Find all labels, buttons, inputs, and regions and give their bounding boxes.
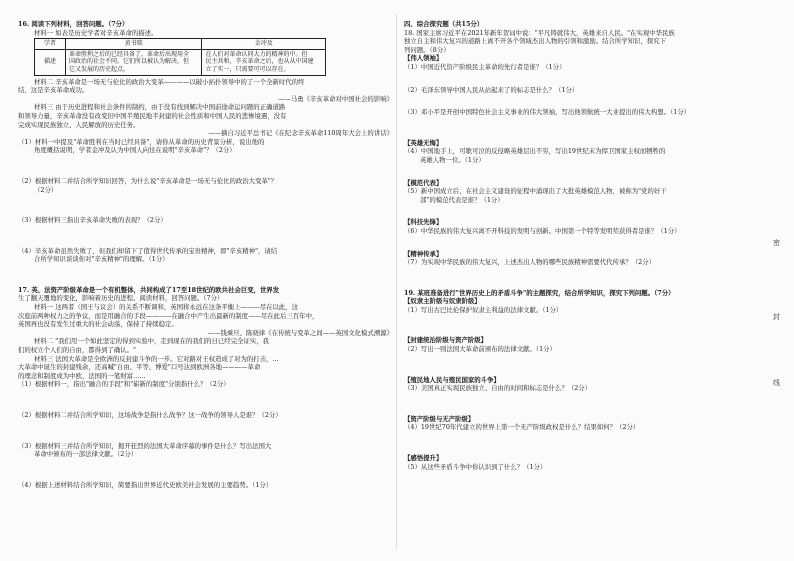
q19-heading-proletariat: 【资产阶级与无产阶级】 bbox=[404, 414, 475, 423]
q16-material-3-cont: 完成实现民族独立、人民解放的历史任务。 bbox=[18, 120, 140, 129]
table-cell-text: 民主共和，辛亥革命之后，也从从中国建 bbox=[205, 58, 314, 66]
q17-material-1-cont: 次庭前两种权力之的争议，而是用融合的手段————在融合中产生出最新的制度——尽在此后三百年中， bbox=[18, 311, 319, 320]
q18-heading-models: 【模范代表】 bbox=[404, 178, 443, 187]
q16-part-2-cont: （2分） bbox=[34, 185, 58, 194]
q19-part-3: （3）美国真正实现民族独立、自由的时间和标志是什么？（2分） bbox=[404, 384, 592, 393]
answer-space[interactable] bbox=[404, 204, 764, 218]
q17-material-2-cont: 们的权立个人们的自由，都得到了确认。" bbox=[18, 346, 136, 355]
answer-space[interactable] bbox=[18, 459, 393, 481]
q17-part-3-cont: 革命中颁布的一部法律文献。（2分） bbox=[34, 450, 138, 459]
q16-scholar-table bbox=[34, 38, 326, 75]
q19-title: 19. 某班准备进行"世界历史上的矛盾斗争"的主题探究，结合所学知识，探究下列问题。（7分） bbox=[404, 288, 675, 297]
q17-title-cont: 生了翻天覆地的变化，影响着历史的进程。阅读材料，回答问题。（7分） bbox=[18, 294, 224, 303]
q16-material-3-source: ——摘自习近平总书记《在纪念辛亥革命110周年大会上的讲话》 bbox=[208, 129, 393, 138]
answer-space[interactable] bbox=[404, 117, 764, 139]
q18-title: 18. 国家主席习近平在2021年新年贺词中说："平凡铸就伟大，英雄来自人民。"在实现中华民族 bbox=[404, 28, 675, 37]
answer-space[interactable] bbox=[404, 267, 764, 289]
q18-title-cont: 独立自主和伟大复兴的道路上离不开各个领域杰出人物的引领和激励。结合所学知识，探究下 bbox=[404, 37, 667, 46]
table-cell-text: 在人们对革命认同大力的精神的中。但 bbox=[205, 50, 308, 58]
q17-material-1-source: ——钱乘旦、陈晓律《在传统与变革之间——英国文化模式溯源》 bbox=[207, 328, 393, 337]
answer-space[interactable] bbox=[404, 236, 764, 250]
q17-material-1: 材料一 这两者（国王与议会）的关系不断调和，英国将永远在这条平衡上———尽在以此，这 bbox=[34, 303, 299, 312]
binding-mark-line: 线 bbox=[773, 379, 780, 387]
q19-part-5: （5）从这些矛盾斗争中你认识到了什么？（1分） bbox=[404, 462, 547, 471]
q18-heading-leaders: 【伟人领袖】 bbox=[404, 54, 443, 63]
q18-part-5: （5）新中国成立后，在社会主义建设的征程中涌现出了大批英雄模范人物，被称为"党的好干 bbox=[404, 187, 667, 196]
q18-part-5-cont: 部"的模范代表是谁？（1分） bbox=[420, 195, 504, 204]
q18-part-2: （2）毛泽东领导中国人民从站起来了的标志是什么？（1分） bbox=[404, 85, 579, 94]
table-cell-jin bbox=[202, 49, 326, 75]
answer-space[interactable] bbox=[404, 165, 764, 179]
q16-material-2-source: ——马勇《辛亥革命对中国社会的影响》 bbox=[277, 94, 393, 103]
q18-heading-heroes: 【英雄无悔】 bbox=[404, 138, 443, 147]
q16-material-3-cont: 和领导力量，辛亥革命没有改变旧中国半殖民地半封建的社会性质和中国人民的悲惨境遇，没有 bbox=[18, 111, 287, 120]
q17-part-4: （4）根据上述材料结合所学知识，简要指出世界近代史欧美社会发展的主要趋势。（1分） bbox=[18, 480, 273, 489]
q19-part-2: （2）写出一则法国大革命前颁布的法律文献。（1分） bbox=[404, 345, 556, 354]
q18-heading-tech: 【科技先锋】 bbox=[404, 218, 443, 227]
binding-mark-seal: 密 bbox=[773, 239, 780, 247]
q17-material-3-cont: 大革命中诞生的封建残余，还高喊"自由、平等、博爱"口号达到欧洲各地————革命 bbox=[18, 363, 261, 372]
q19-heading-colonial: 【殖民地人民与殖民国家的斗争】 bbox=[404, 375, 500, 384]
answer-space[interactable] bbox=[18, 194, 393, 216]
section-4-title: 四、综合探究题（共15分） bbox=[404, 20, 484, 28]
q17-material-3: 材料三 法国大革命是全欧洲的反封建斗争的一步。它对路对王权造成了对为的打击，... bbox=[34, 354, 279, 363]
q16-material-3: 材料三 由于历史进程和社会条件的制约，由于没有找到解决中国前途命运问题的正确道路 bbox=[34, 103, 286, 112]
q18-part-7: （7）为实现中华民族的伟大复兴，上述杰出人物的哪些民族精神需要代代传承？（2分） bbox=[404, 258, 655, 267]
q19-heading-reflection: 【感悟提升】 bbox=[404, 454, 443, 463]
answer-space[interactable] bbox=[18, 225, 393, 247]
answer-space[interactable] bbox=[404, 94, 764, 108]
q16-material-2: 材料二 辛亥革命是一场无与伦比的政治大变革————以破小拓扑领导中的了一个全新时代的终 bbox=[34, 77, 305, 86]
q18-part-1: （1）中国近代资产阶级民主革命的先行者是谁？（1分） bbox=[404, 62, 566, 71]
table-header-scholar: 学者 bbox=[35, 39, 66, 50]
column-divider bbox=[396, 14, 397, 549]
answer-space[interactable] bbox=[18, 155, 393, 177]
binding-mark-close: 封 bbox=[773, 313, 780, 321]
table-cell-huang bbox=[66, 49, 202, 75]
q18-part-4-cont: 英雄人物一位。（1分） bbox=[420, 155, 485, 164]
q16-part-2: （2）根据材料二并结合所学知识回答，为什么说"辛亥革命是一场无与伦比的政治大变革"？ bbox=[18, 176, 278, 185]
right-column bbox=[404, 20, 764, 471]
q19-part-1: （1）写出古巴比伦保护奴隶主利益的法律文献。（1分） bbox=[404, 305, 563, 314]
q19-heading-feudal: 【封建统治阶级与资产阶级】 bbox=[404, 336, 488, 345]
answer-space[interactable] bbox=[404, 314, 764, 336]
answer-space[interactable] bbox=[404, 72, 764, 86]
answer-space[interactable] bbox=[18, 420, 393, 442]
table-cell-text: 立了实一，只需要可可以存在。 bbox=[205, 65, 290, 73]
q18-title-cont: 列问题。（8分） bbox=[404, 45, 450, 54]
table-header-jin: 金冲及 bbox=[202, 39, 326, 50]
q16-material-1-label: 材料一 如表是历史学者对辛亥革命的描述。 bbox=[34, 28, 158, 37]
answer-space[interactable] bbox=[18, 264, 393, 286]
q17-part-3: （3）根据材料三并结合所学知识，揭开狂烈的法国大革命序幕的事件是什么？写出法国大 bbox=[18, 441, 272, 450]
q19-part-4: （4）19世纪70年代建立的世界上第一个无产阶级政权是什么？结果如何？（2分） bbox=[404, 423, 640, 432]
left-column bbox=[18, 20, 393, 489]
q17-part-1: （1）根据材料一，指出"融合的手段"和"崭新的制度"分别指什么？（2分） bbox=[18, 380, 230, 389]
q18-heading-spirit: 【精神传承】 bbox=[404, 249, 443, 258]
table-header-huang: 黄书铭 bbox=[66, 39, 202, 50]
answer-space[interactable] bbox=[404, 393, 764, 415]
q17-material-1-cont: 英国再也没有发生过重大的社会动荡，保持了持续稳定。 bbox=[18, 320, 178, 329]
q19-heading-slave: 【奴隶主阶级与奴隶阶级】 bbox=[404, 297, 481, 306]
answer-space[interactable] bbox=[18, 389, 393, 411]
q18-part-4: （4）中国地手上，可歌可泣的反侵略英雄层出不穷，写出19世纪末为捍卫国家主权而牺牲的 bbox=[404, 147, 666, 156]
q17-material-2: 材料二 "我们用一个如此坚定的得到实验中，走到现在的我们的日已经完全证实，我 bbox=[34, 337, 270, 346]
table-cell-text: 革命胜利之后的已经具备了，革命后出现用全 bbox=[69, 50, 190, 58]
q16-part-1-cont: 角度概括说明，学者金冲及认为中国人向往在说明"辛亥革命"？（2分） bbox=[34, 146, 236, 155]
table-cell-text: 它又发展的历史起点。 bbox=[69, 65, 130, 73]
q17-material-3-cont: 的理念和制度成为中欧、法国的一笔财富…… bbox=[18, 371, 146, 380]
q17-part-2: （2）根据材料二并结合所学知识，这场战争是指什么战争？这一战争的领导人是谁？（2分） bbox=[18, 411, 282, 419]
table-cell-text: 国政治的社会不同。它们所以被认为解决，但 bbox=[69, 58, 190, 66]
q16-title: 16. 阅读下列材料，回答问题。（7分） bbox=[18, 20, 129, 28]
answer-space[interactable] bbox=[404, 354, 764, 376]
table-row-label: 描述 bbox=[35, 49, 66, 75]
answer-space[interactable] bbox=[404, 432, 764, 454]
q16-material-2-cont: 结，这是辛亥革命成功。 bbox=[18, 86, 89, 95]
q18-part-6: （6）中华民族的伟大复兴离不开科技的发明与创新。中国第一个特等发明奖获得者是谁？（1分） bbox=[404, 226, 681, 235]
q16-part-1: （1）材料一中提及"革命胜利在当时已经具备"，请你从革命的历史背景分析，说出他的 bbox=[18, 137, 265, 146]
q16-part-4: （4）辛亥革命虽然失败了，但我们却留下了值得世代传承的宝贵精神，即"辛亥精神"，请结 bbox=[18, 246, 278, 255]
q16-part-3: （3）根据材料三指出辛亥革命失败的表现？（2分） bbox=[18, 216, 167, 225]
q18-part-3: （3）邓小平是开创中国特色社会主义事业的伟大领袖，写出他领航统一大业提出的伟大构想。（1分） bbox=[404, 108, 691, 117]
q17-title: 17. 英、法资产阶级革命是一个有机整体，共同构成了17至18世纪的欧共社会巨变，世界发 bbox=[18, 285, 280, 294]
q16-part-4-cont: 合所学知识谈谈你对"辛亥精神"的理解。（1分） bbox=[34, 255, 169, 264]
